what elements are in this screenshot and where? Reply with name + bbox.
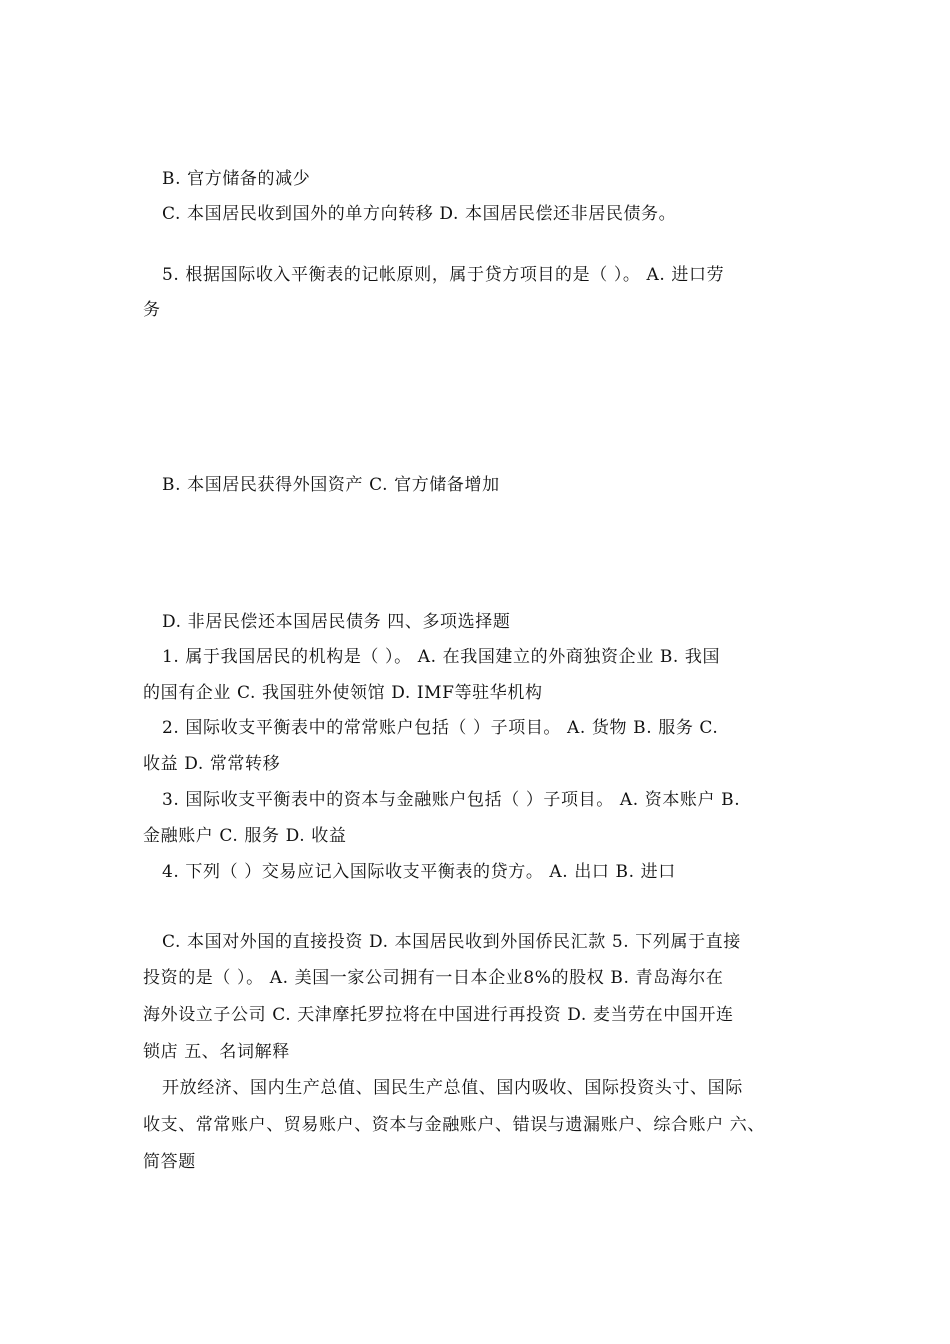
text-line: C. 本国居民收到国外的单方向转移 D. 本国居民偿还非居民债务。: [162, 204, 677, 224]
text-line: 2. 国际收支平衡表中的常常账户包括（ ）子项目。 A. 货物 B. 服务 C.: [162, 718, 719, 738]
text-line: 投资的是（ ）。 A. 美国一家公司拥有一日本企业8%的股权 B. 青岛海尔在: [143, 968, 724, 988]
text-line: 的国有企业 C. 我国驻外使领馆 D. IMF等驻华机构: [143, 683, 543, 703]
text-line: C. 本国对外国的直接投资 D. 本国居民收到外国侨民汇款 5. 下列属于直接: [162, 932, 741, 952]
text-line: 4. 下列（ ）交易应记入国际收支平衡表的贷方。 A. 出口 B. 进口: [162, 862, 676, 882]
text-line: D. 非居民偿还本国居民债务 四、多项选择题: [162, 612, 511, 632]
text-line: 1. 属于我国居民的机构是（ ）。 A. 在我国建立的外商独资企业 B. 我国: [162, 647, 721, 667]
text-line: 锁店 五、名词解释: [143, 1042, 290, 1062]
text-line: 海外设立子公司 C. 天津摩托罗拉将在中国进行再投资 D. 麦当劳在中国开连: [143, 1005, 734, 1025]
text-line: 收支、常常账户、贸易账户、资本与金融账户、错误与遗漏账户、综合账户 六、: [143, 1115, 766, 1135]
text-line: B. 本国居民获得外国资产 C. 官方储备增加: [162, 475, 500, 495]
text-line: 收益 D. 常常转移: [143, 754, 281, 774]
text-line: 开放经济、国内生产总值、国民生产总值、国内吸收、国际投资头寸、国际: [162, 1078, 743, 1098]
text-line: B. 官方储备的减少: [162, 169, 311, 189]
text-line: 简答题: [143, 1152, 196, 1172]
text-line: 务: [143, 300, 161, 320]
text-line: 3. 国际收支平衡表中的资本与金融账户包括（ ）子项目。 A. 资本账户 B.: [162, 790, 741, 810]
text-line: 金融账户 C. 服务 D. 收益: [143, 826, 347, 846]
text-line: 5. 根据国际收入平衡表的记帐原则，属于贷方项目的是（ ）。 A. 进口劳: [162, 265, 725, 285]
